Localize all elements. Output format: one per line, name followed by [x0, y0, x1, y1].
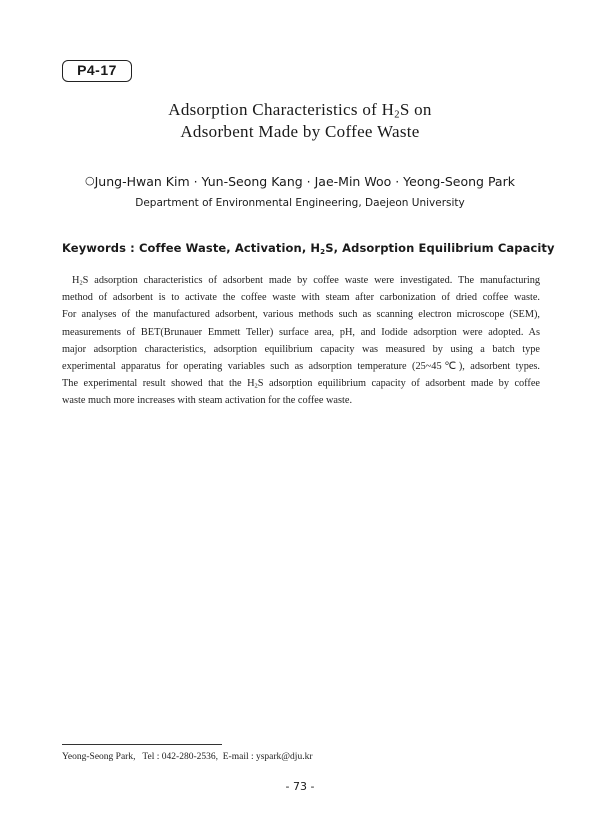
keywords-text-end: S, Adsorption Equilibrium Capacity: [325, 241, 555, 255]
abstract-line: method of adsorbent is to activate the coffee waste with steam after carbonization of dried coffee waste.: [62, 292, 540, 304]
paper-title-line-1: [0, 100, 600, 120]
affiliation: Department of Environmental Engineering, Daejeon University: [135, 197, 465, 209]
abstract-line: major adsorption characteristics, adsorption equilibrium capacity was measured by using a batch type: [62, 343, 540, 355]
page-number: - 73 -: [285, 780, 315, 793]
title-text-end: S on: [399, 100, 432, 119]
corresponding-author-footnote: Yeong-Seong Park, Tel : 042-280-2536, E-mail : yspark@dju.kr: [62, 752, 313, 762]
paper-title-line-2: Adsorbent Made by Coffee Waste: [180, 122, 420, 141]
author-list: [0, 174, 600, 189]
abstract-text: H: [72, 275, 80, 286]
abstract-subscript: 2: [254, 382, 258, 390]
abstract-text: S adsorption characteristics of adsorbent made by coffee waste were investigated. The manufacturing: [82, 275, 540, 286]
abstract-text: S adsorption equilibrium capacity of adsorbent made by coffee: [257, 378, 540, 390]
session-badge: P4-17: [62, 60, 132, 82]
keywords-subscript: 2: [320, 246, 326, 256]
title-text: Adsorption Characteristics of H: [168, 100, 395, 119]
footnote-divider: [62, 744, 222, 745]
keywords-text: Keywords : Coffee Waste, Activation, H: [62, 241, 321, 255]
abstract: [62, 272, 540, 410]
abstract-line: [62, 272, 540, 289]
title-subscript: 2: [394, 109, 400, 121]
keywords: [62, 241, 555, 256]
abstract-subscript: 2: [79, 279, 83, 287]
abstract-line: experimental apparatus for operating variables such as adsorption temperature (25~45℃), adsorbent types.: [62, 360, 540, 372]
presenter-mark: ○: [85, 174, 95, 187]
abstract-line: For analyses of the manufactured adsorbent, various methods such as scanning electron microscope (SEM),: [62, 309, 540, 321]
abstract-line: measurements of BET(Brunauer Emmett Teller) surface area, pH, and Iodide adsorption were adopted. As: [62, 326, 540, 338]
abstract-text: The experimental result showed that the H: [62, 378, 255, 390]
abstract-line: waste much more increases with steam activation for the coffee waste.: [62, 395, 353, 407]
author-names: Jung-Hwan Kim · Yun-Seong Kang · Jae-Min Woo · Yeong-Seong Park: [94, 174, 515, 189]
abstract-line: [62, 375, 540, 392]
